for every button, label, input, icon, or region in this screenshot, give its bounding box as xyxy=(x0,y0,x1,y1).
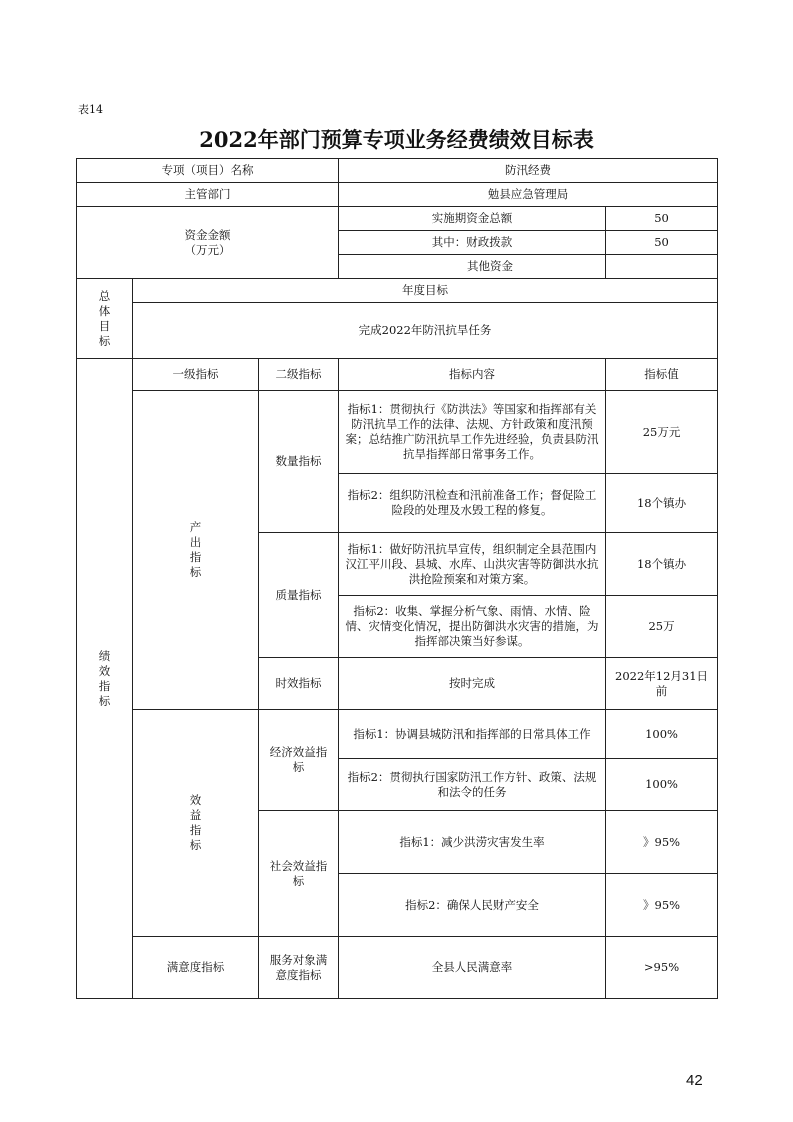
indicator-content: 指标2：收集、掌握分析气象、雨情、水情、险情、灾情变化情况，提出防御洪水灾害的措施，为指挥部决策当好参谋。 xyxy=(339,596,606,658)
indicator-content: 指标1：减少洪涝灾害发生率 xyxy=(339,811,606,874)
table-number: 表14 xyxy=(78,103,103,116)
indicator-value: 25万 xyxy=(606,596,718,658)
year-goal-row xyxy=(77,303,718,359)
indicator-content: 指标1：做好防汛抗旱宣传，组织制定全县范围内汉江平川段、县城、水库、山洪灾害等防御洪水抗洪抢险预案和对策方案。 xyxy=(339,533,606,596)
header-level1: 一级指标 xyxy=(133,359,259,391)
project-name-value: 防汛经费 xyxy=(339,159,718,183)
year-goal-label: 年度目标 xyxy=(133,279,718,303)
indicator-content: 指标2：组织防汛检查和汛前准备工作；督促险工险段的处理及水毁工程的修复。 xyxy=(339,474,606,533)
header-value: 指标值 xyxy=(606,359,718,391)
performance-header-row xyxy=(77,359,718,391)
funds-total-row xyxy=(77,207,718,231)
indicator-value: 25万元 xyxy=(606,391,718,474)
indicator-content: 指标1：贯彻执行《防洪法》等国家和指挥部有关防汛抗旱工作的法律、法规、方针政策和度汛预案；总结推广防汛抗旱工作先进经验，负责县防汛抗旱指挥部日常事务工作。 xyxy=(339,391,606,474)
quality-indicator-label: 质量指标 xyxy=(259,533,339,658)
indicator-content: 全县人民满意率 xyxy=(339,937,606,999)
indicator-content: 按时完成 xyxy=(339,658,606,710)
indicator-value: 》95% xyxy=(606,874,718,937)
funds-row-label: 其中：财政拨款 xyxy=(339,231,606,255)
table-row xyxy=(77,937,718,999)
page-number: 42 xyxy=(686,1072,703,1089)
header-content: 指标内容 xyxy=(339,359,606,391)
output-indicator-label: 产出指标 xyxy=(133,391,259,710)
benefit-indicator-label: 效益指标 xyxy=(133,710,259,937)
year-goal-text: 完成2022年防汛抗旱任务 xyxy=(133,303,718,359)
funds-label: 资金金额 （万元） xyxy=(77,207,339,279)
year-goal-header-row xyxy=(77,279,718,303)
funds-row-value: 50 xyxy=(606,231,718,255)
project-name-label: 专项（项目）名称 xyxy=(77,159,339,183)
indicator-content: 指标2：确保人民财产安全 xyxy=(339,874,606,937)
social-indicator-label: 社会效益指标 xyxy=(259,811,339,937)
table-row xyxy=(77,710,718,759)
overall-goal-label: 总体目标 xyxy=(77,279,133,359)
performance-target-table xyxy=(76,158,718,999)
funds-row-label: 其他资金 xyxy=(339,255,606,279)
table-row xyxy=(77,391,718,474)
indicator-content: 指标2：贯彻执行国家防汛工作方针、政策、法规和法令的任务 xyxy=(339,759,606,811)
project-name-row xyxy=(77,159,718,183)
service-satisfaction-label: 服务对象满意度指标 xyxy=(259,937,339,999)
funds-row-value: 50 xyxy=(606,207,718,231)
department-label: 主管部门 xyxy=(77,183,339,207)
funds-row-label: 实施期资金总额 xyxy=(339,207,606,231)
department-row xyxy=(77,183,718,207)
economic-indicator-label: 经济效益指标 xyxy=(259,710,339,811)
funds-row-value xyxy=(606,255,718,279)
indicator-value: 18个镇办 xyxy=(606,474,718,533)
header-level2: 二级指标 xyxy=(259,359,339,391)
page-title: 2022年部门预算专项业务经费绩效目标表 xyxy=(199,127,594,152)
indicator-value: 18个镇办 xyxy=(606,533,718,596)
indicator-value: >95% xyxy=(606,937,718,999)
quantity-indicator-label: 数量指标 xyxy=(259,391,339,533)
indicator-content: 指标1：协调县城防汛和指挥部的日常具体工作 xyxy=(339,710,606,759)
indicator-value: 》95% xyxy=(606,811,718,874)
indicator-value: 100% xyxy=(606,710,718,759)
department-value: 勉县应急管理局 xyxy=(339,183,718,207)
indicator-value: 100% xyxy=(606,759,718,811)
performance-label: 绩效指标 xyxy=(77,359,133,999)
satisfaction-indicator-label: 满意度指标 xyxy=(133,937,259,999)
indicator-value: 2022年12月31日前 xyxy=(606,658,718,710)
timeliness-indicator-label: 时效指标 xyxy=(259,658,339,710)
